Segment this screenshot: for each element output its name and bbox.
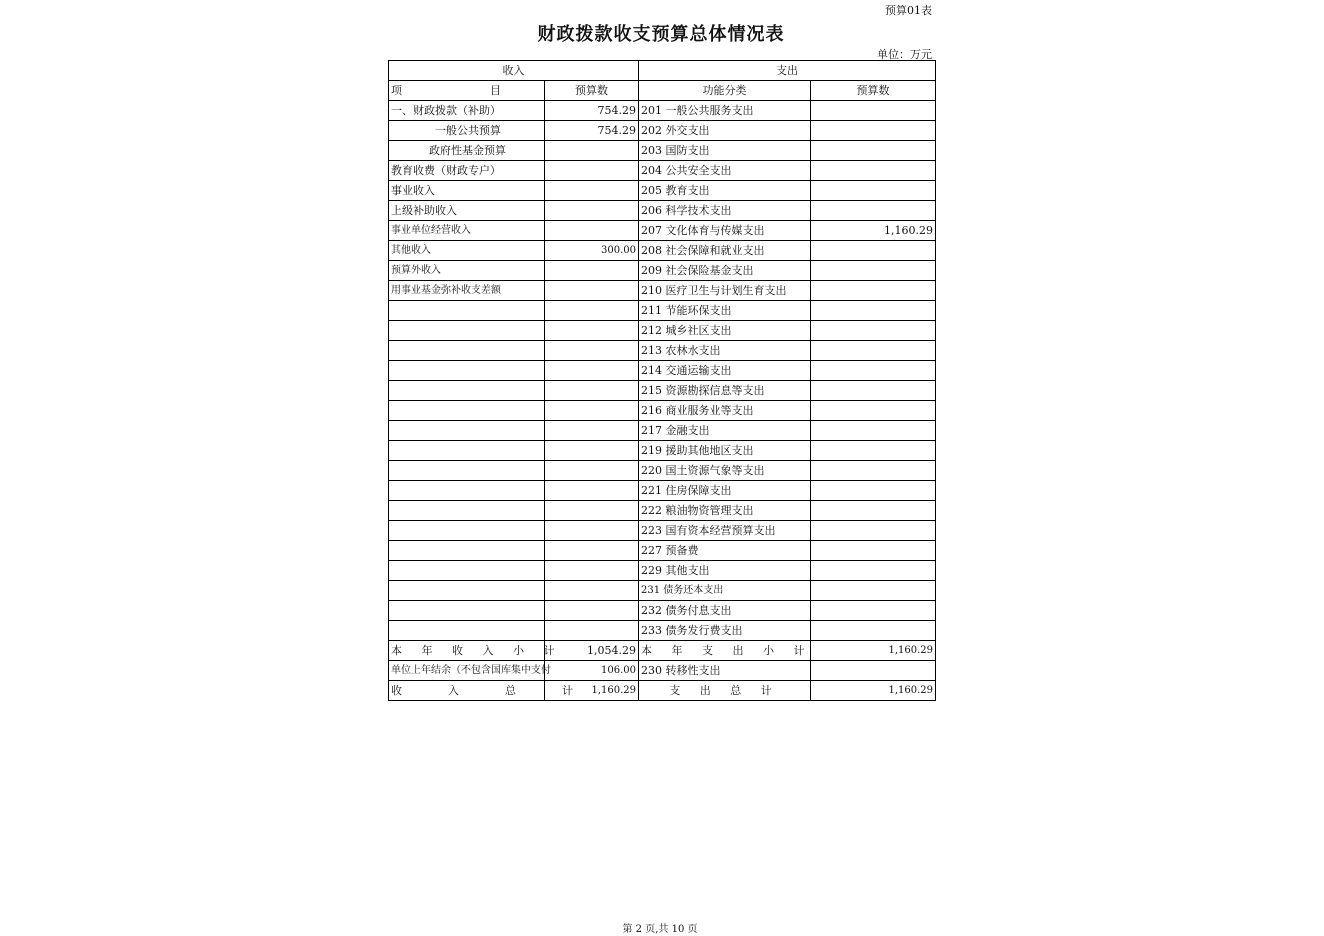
expense-header: 支出 <box>639 61 936 81</box>
header-row-1 <box>389 61 936 81</box>
expense-item-cell: 213 农林水支出 <box>639 341 811 361</box>
page-title: 财政拨款收支预算总体情况表 <box>537 24 785 45</box>
expense-amount-cell <box>811 201 936 221</box>
table-row <box>389 261 936 281</box>
table-row <box>389 461 936 481</box>
subtotal-row <box>389 641 936 661</box>
income-item-cell <box>389 441 545 461</box>
income-amount-cell <box>545 261 639 281</box>
expense-amount-cell <box>811 501 936 521</box>
table-row <box>389 601 936 621</box>
expense-amount-cell <box>811 581 936 601</box>
expense-amount-cell <box>811 661 936 681</box>
table-row <box>389 361 936 381</box>
header-row-2 <box>389 81 936 101</box>
expense-amount-cell: 1,160.29 <box>811 681 936 701</box>
table-row <box>389 581 936 601</box>
table-row <box>389 481 936 501</box>
expense-item-cell: 209 社会保险基金支出 <box>639 261 811 281</box>
table-row <box>389 421 936 441</box>
expense-item-cell: 227 预备费 <box>639 541 811 561</box>
income-item-cell: 教育收费（财政专户） <box>389 161 545 181</box>
income-label-cell: 本 年 收 入 小 计 <box>389 641 545 661</box>
expense-amount-cell <box>811 621 936 641</box>
income-item-cell: 事业收入 <box>389 181 545 201</box>
expense-item-cell: 215 资源勘探信息等支出 <box>639 381 811 401</box>
expense-item-cell: 229 其他支出 <box>639 561 811 581</box>
expense-item-cell: 217 金融支出 <box>639 421 811 441</box>
table-row <box>389 301 936 321</box>
income-item-cell <box>389 561 545 581</box>
expense-item-cell: 231 债务还本支出 <box>639 581 811 601</box>
income-amount-cell <box>545 381 639 401</box>
income-amount-cell <box>545 201 639 221</box>
income-item-cell <box>389 381 545 401</box>
income-item-cell: 其他收入 <box>389 241 545 261</box>
income-amount-cell <box>545 321 639 341</box>
expense-amount-cell <box>811 361 936 381</box>
table-row <box>389 141 936 161</box>
expense-item-cell: 223 国有资本经营预算支出 <box>639 521 811 541</box>
expense-item-cell: 201 一般公共服务支出 <box>639 101 811 121</box>
income-amount-cell <box>545 341 639 361</box>
table-row <box>389 621 936 641</box>
expense-item-cell: 208 社会保障和就业支出 <box>639 241 811 261</box>
table-row <box>389 321 936 341</box>
expense-item-cell: 206 科学技术支出 <box>639 201 811 221</box>
expense-amount-cell <box>811 181 936 201</box>
income-item-cell <box>389 581 545 601</box>
income-amount-cell <box>545 221 639 241</box>
table-row <box>389 541 936 561</box>
expense-amount-cell <box>811 261 936 281</box>
income-item-cell <box>389 321 545 341</box>
carryover-row <box>389 661 936 681</box>
table-row <box>389 201 936 221</box>
income-item-cell <box>389 481 545 501</box>
expense-amount-cell: 1,160.29 <box>811 641 936 661</box>
expense-amount-cell <box>811 421 936 441</box>
income-label-cell: 收 入 总 计 <box>389 681 545 701</box>
income-amount-cell <box>545 281 639 301</box>
expense-item-cell: 219 援助其他地区支出 <box>639 441 811 461</box>
income-amount-cell <box>545 581 639 601</box>
income-item-cell: 预算外收入 <box>389 261 545 281</box>
income-amount-cell <box>545 561 639 581</box>
expense-amount-cell <box>811 461 936 481</box>
income-item-cell: 上级补助收入 <box>389 201 545 221</box>
table-row <box>389 501 936 521</box>
function-class-header: 功能分类 <box>639 81 811 101</box>
page-footer: 第 2 页,共 10 页 <box>622 924 698 935</box>
table-row <box>389 401 936 421</box>
expense-amount-cell: 1,160.29 <box>811 221 936 241</box>
expense-label-cell: 230 转移性支出 <box>639 661 811 681</box>
table-row <box>389 341 936 361</box>
expense-amount-cell <box>811 541 936 561</box>
income-amount-cell <box>545 601 639 621</box>
expense-item-cell: 221 住房保障支出 <box>639 481 811 501</box>
income-item-cell: 一般公共预算 <box>389 121 545 141</box>
income-amount-cell: 1,160.29 <box>545 681 639 701</box>
income-amount-cell <box>545 441 639 461</box>
expense-amount-cell <box>811 301 936 321</box>
budget-table <box>388 60 936 701</box>
income-amount-cell <box>545 421 639 441</box>
table-row <box>389 121 936 141</box>
income-amount-cell <box>545 361 639 381</box>
expense-amount-cell <box>811 601 936 621</box>
income-item-cell: 一、财政拨款（补助） <box>389 101 545 121</box>
income-item-cell <box>389 521 545 541</box>
table-row <box>389 381 936 401</box>
income-budget-header: 预算数 <box>545 81 639 101</box>
income-item-cell: 政府性基金预算 <box>389 141 545 161</box>
income-item-cell <box>389 461 545 481</box>
expense-item-cell: 205 教育支出 <box>639 181 811 201</box>
expense-amount-cell <box>811 521 936 541</box>
expense-item-cell: 233 债务发行费支出 <box>639 621 811 641</box>
expense-amount-cell <box>811 481 936 501</box>
expense-amount-cell <box>811 141 936 161</box>
income-amount-cell <box>545 501 639 521</box>
expense-item-cell: 220 国土资源气象等支出 <box>639 461 811 481</box>
expense-label-cell: 本 年 支 出 小 计 <box>639 641 811 661</box>
income-item-cell <box>389 541 545 561</box>
item-header: 项 目 <box>389 81 545 101</box>
table-row <box>389 181 936 201</box>
expense-amount-cell <box>811 121 936 141</box>
expense-item-cell: 204 公共安全支出 <box>639 161 811 181</box>
expense-item-cell: 211 节能环保支出 <box>639 301 811 321</box>
expense-amount-cell <box>811 321 936 341</box>
expense-amount-cell <box>811 561 936 581</box>
expense-item-cell: 212 城乡社区支出 <box>639 321 811 341</box>
expense-item-cell: 210 医疗卫生与计划生育支出 <box>639 281 811 301</box>
income-header: 收入 <box>389 61 639 81</box>
table-row <box>389 281 936 301</box>
expense-amount-cell <box>811 101 936 121</box>
expense-amount-cell <box>811 401 936 421</box>
table-row <box>389 241 936 261</box>
unit-label: 单位：万元 <box>877 48 932 61</box>
expense-item-cell: 203 国防支出 <box>639 141 811 161</box>
expense-amount-cell <box>811 241 936 261</box>
total-row <box>389 681 936 701</box>
income-amount-cell <box>545 301 639 321</box>
table-row <box>389 161 936 181</box>
income-item-cell <box>389 301 545 321</box>
income-amount-cell <box>545 401 639 421</box>
income-amount-cell <box>545 481 639 501</box>
income-item-cell <box>389 501 545 521</box>
income-amount-cell: 754.29 <box>545 101 639 121</box>
income-item-cell <box>389 341 545 361</box>
income-amount-cell: 300.00 <box>545 241 639 261</box>
expense-amount-cell <box>811 281 936 301</box>
expense-item-cell: 222 粮油物资管理支出 <box>639 501 811 521</box>
expense-item-cell: 207 文化体育与传媒支出 <box>639 221 811 241</box>
income-item-cell <box>389 601 545 621</box>
income-item-cell <box>389 401 545 421</box>
expense-amount-cell <box>811 441 936 461</box>
table-row <box>389 521 936 541</box>
income-item-cell: 事业单位经营收入 <box>389 221 545 241</box>
table-row <box>389 101 936 121</box>
expense-item-cell: 232 债务付息支出 <box>639 601 811 621</box>
expense-item-cell: 202 外交支出 <box>639 121 811 141</box>
income-amount-cell <box>545 141 639 161</box>
income-amount-cell <box>545 541 639 561</box>
income-item-cell <box>389 621 545 641</box>
income-amount-cell: 106.00 <box>545 661 639 681</box>
income-amount-cell: 754.29 <box>545 121 639 141</box>
income-amount-cell <box>545 161 639 181</box>
income-item-cell <box>389 421 545 441</box>
form-number: 预算01表 <box>885 4 932 17</box>
income-item-cell <box>389 361 545 381</box>
expense-amount-cell <box>811 341 936 361</box>
income-amount-cell <box>545 521 639 541</box>
income-amount-cell <box>545 461 639 481</box>
income-amount-cell <box>545 181 639 201</box>
table-row <box>389 221 936 241</box>
income-item-cell: 用事业基金弥补收支差额 <box>389 281 545 301</box>
income-amount-cell <box>545 621 639 641</box>
expense-amount-cell <box>811 381 936 401</box>
expense-budget-header: 预算数 <box>811 81 936 101</box>
expense-label-cell: 支 出 总 计 <box>639 681 811 701</box>
income-label-cell: 单位上年结余（不包含国库集中支付 <box>389 661 545 681</box>
income-amount-cell: 1,054.29 <box>545 641 639 661</box>
expense-amount-cell <box>811 161 936 181</box>
table-row <box>389 441 936 461</box>
table-row <box>389 561 936 581</box>
expense-item-cell: 216 商业服务业等支出 <box>639 401 811 421</box>
expense-item-cell: 214 交通运输支出 <box>639 361 811 381</box>
